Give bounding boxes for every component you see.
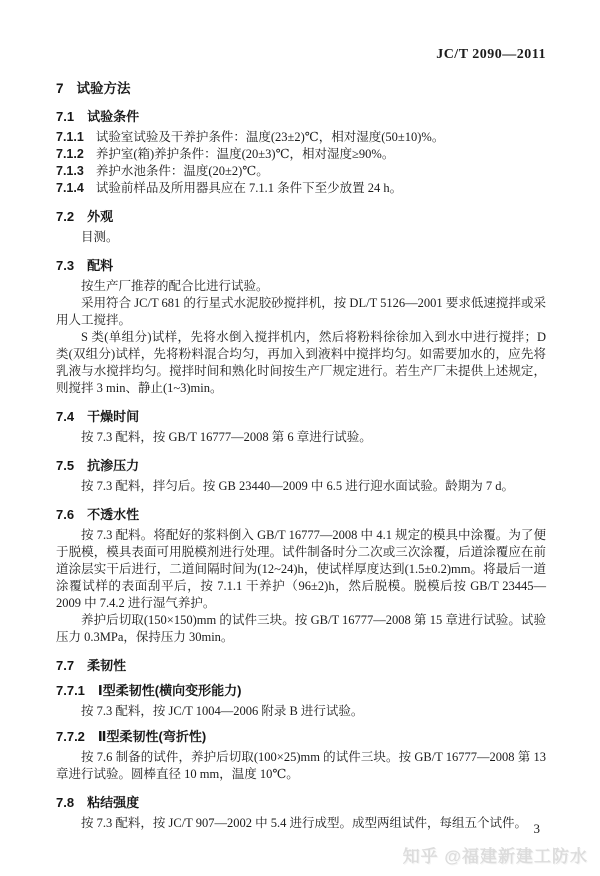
clause-number: 7.1.2 <box>56 147 84 161</box>
watermark: 知乎 @福建新建工防水 <box>402 847 588 866</box>
section-title: 柔韧性 <box>87 658 127 673</box>
paragraph: S 类(单组分)试样，先将水倒入搅拌机内，然后将粉料徐徐加入到水中进行搅拌；D 类(双组分)试样，先将粉料混合均匀，再加入到液料中搅拌均匀。如需要加水的，应先将乳液与水搅拌均匀。搅拌时间和熟化时间按生产厂规定进行。若生产厂未提供上述规定，则搅拌 3 min、静止(1~3)min。 <box>56 330 546 395</box>
section-heading <box>56 794 546 811</box>
paragraph: 按 7.3 配料，按 GB/T 16777—2008 第 6 章进行试验。 <box>81 430 372 444</box>
section-title: 抗渗压力 <box>87 458 140 473</box>
paragraph: 按生产厂推荐的配合比进行试验。 <box>81 279 269 293</box>
paragraph: 按 7.3 配料，按 JC/T 907—2002 中 5.4 进行成型。成型两组试件，每组五个试件。 <box>81 816 527 830</box>
section-number: 7.3 <box>56 258 75 273</box>
section-number: 7.5 <box>56 458 75 473</box>
clause-text: 试验室试验及干养护条件：温度(23±2)℃，相对湿度(50±10)%。 <box>95 130 445 144</box>
clause-number: 7.1.4 <box>56 181 84 195</box>
paragraph: 按 7.3 配料，拌匀后。按 GB 23440—2009 中 6.5 进行迎水面试验。龄期为 7 d。 <box>81 479 514 493</box>
section-title: 试验条件 <box>87 109 140 124</box>
clause-number: 7.1.3 <box>56 164 84 178</box>
section-title: 粘结强度 <box>87 795 140 810</box>
section-heading <box>56 657 546 674</box>
page-number: 3 <box>533 821 540 836</box>
section-number: 7.7 <box>56 658 75 673</box>
section-number: 7.4 <box>56 409 75 424</box>
standard-code-header: JC/T 2090—2011 <box>436 47 546 62</box>
section-title: 试验方法 <box>76 81 131 96</box>
paragraph: 按 7.3 配料，按 JC/T 1004—2006 附录 B 进行试验。 <box>81 704 364 718</box>
section-heading <box>56 257 546 274</box>
clause <box>56 146 546 163</box>
section-title: Ⅱ型柔韧性(弯折性) <box>97 729 207 744</box>
section-heading <box>56 108 546 125</box>
document-body <box>56 46 546 830</box>
section-number: 7.2 <box>56 209 75 224</box>
paragraph: 目测。 <box>81 230 119 244</box>
section-heading <box>56 208 546 225</box>
section-heading <box>56 80 546 97</box>
clause <box>56 129 546 146</box>
section-title: 配料 <box>87 258 114 273</box>
paragraph: 按 7.3 配料。将配好的浆料倒入 GB/T 16777—2008 中 4.1 规定的模具中涂覆。为了便于脱模，模具表面可用脱模剂进行处理。试件制备时分二次或三次涂覆，后道涂覆应在前道涂层实干后进行，二道间隔时间为(12~24)h，使试样厚度达到(1.5±0.2)mm。将最后一道涂覆试样的表面刮平后，按 7.1.1 干养护（96±2)h，然后脱模。脱模后按 GB/T 23445—2009 中 7.4.2 进行湿气养护。 <box>56 528 546 610</box>
paragraph: 采用符合 JC/T 681 的行星式水泥胶砂搅拌机，按 DL/T 5126—2001 要求低速搅拌或采用人工搅拌。 <box>56 296 546 327</box>
section-title: 不透水性 <box>87 507 140 522</box>
clause <box>56 163 546 180</box>
section-heading <box>56 506 546 523</box>
section-number: 7.6 <box>56 507 75 522</box>
section-number: 7.7.2 <box>56 729 85 744</box>
clause-number: 7.1.1 <box>56 130 84 144</box>
section-number: 7.1 <box>56 109 75 124</box>
section-heading <box>56 457 546 474</box>
sections <box>56 80 546 832</box>
section-number: 7 <box>56 81 64 96</box>
clause <box>56 180 546 197</box>
paragraph: 养护后切取(150×150)mm 的试件三块。按 GB/T 16777—2008 第 15 章进行试验。试验压力 0.3MPa，保持压力 30min。 <box>56 613 546 644</box>
section-title: Ⅰ型柔韧性(横向变形能力) <box>97 683 242 698</box>
section-number: 7.8 <box>56 795 75 810</box>
clause-text: 试验前样品及所用器具应在 7.1.1 条件下至少放置 24 h。 <box>95 181 403 195</box>
section-heading <box>56 408 546 425</box>
section-number: 7.7.1 <box>56 683 85 698</box>
clause-text: 养护水池条件：温度(20±2)℃。 <box>95 164 269 178</box>
section-heading <box>56 728 546 745</box>
section-title: 干燥时间 <box>87 409 140 424</box>
paragraph: 按 7.6 制备的试件，养护后切取(100×25)mm 的试件三块。按 GB/T 16777—2008 第 13 章进行试验。圆棒直径 10 mm，温度 10℃。 <box>56 750 546 781</box>
section-title: 外观 <box>87 209 114 224</box>
clause-text: 养护室(箱)养护条件：温度(20±3)℃，相对湿度≥90%。 <box>95 147 395 161</box>
section-heading <box>56 682 546 699</box>
